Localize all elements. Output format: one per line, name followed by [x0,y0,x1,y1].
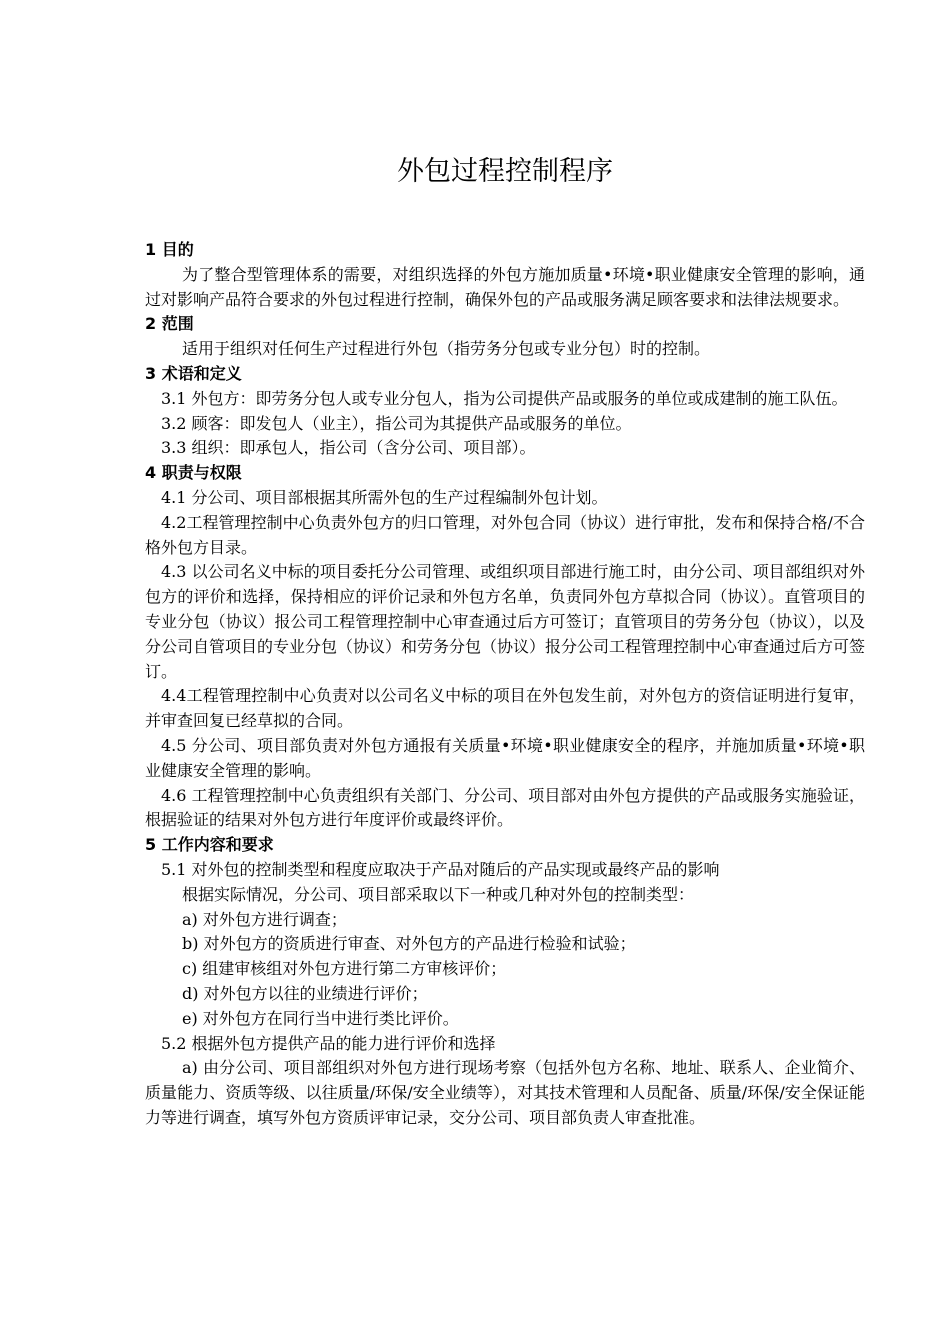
list-item-d: d) 对外包方以往的业绩进行评价； [182,983,428,1003]
responsibility-4-1: 4.1 分公司、项目部根据其所需外包的生产过程编制外包计划。 [161,487,608,507]
section-heading-work-content: 5 工作内容和要求 [145,835,274,855]
document-title: 外包过程控制程序 [397,156,613,187]
section-heading-scope: 2 范围 [145,314,194,334]
term-3-1: 3.1 外包方：即劳务分包人或专业分包人，指为公司提供产品或服务的单位或成建制的施工队伍。 [161,388,848,408]
work-5-2: 5.2 根据外包方提供产品的能力进行评价和选择 [161,1033,496,1053]
responsibility-4-5: 4.5 分公司、项目部负责对外包方通报有关质量•环境•职业健康安全的程序，并施加质量•环境•职业健康安全管理的影响。 [145,735,865,780]
scope-paragraph: 适用于组织对任何生产过程进行外包（指劳务分包或专业分包）时的控制。 [182,339,711,359]
section-heading-terms: 3 术语和定义 [145,363,242,383]
list-item-a: a) 对外包方进行调查； [182,909,347,929]
term-3-3: 3.3 组织：即承包人，指公司（含分公司、项目部）。 [161,438,536,458]
work-5-1-intro: 根据实际情况，分公司、项目部采取以下一种或几种对外包的控制类型： [182,884,695,904]
document-body [145,238,865,1131]
work-5-2-a: a) 由分公司、项目部组织对外包方进行现场考察（包括外包方名称、地址、联系人、企业简介、质量能力、资质等级、以往质量/环保/安全业绩等），对其技术管理和人员配备、质量/环保/安全保证能力等进行调查，填写外包方资质评审记录，交分公司、项目部负责人审查批准。 [145,1058,865,1127]
list-item-e: e) 对外包方在同行当中进行类比评价。 [182,1008,459,1028]
responsibility-4-4: 4.4工程管理控制中心负责对以公司名义中标的项目在外包发生前，对外包方的资信证明进行复审，并审查回复已经草拟的合同。 [145,686,865,731]
section-heading-purpose: 1 目的 [145,240,194,259]
work-5-1: 5.1 对外包的控制类型和程度应取决于产品对随后的产品实现或最终产品的影响 [161,859,720,879]
section-heading-responsibilities: 4 职责与权限 [145,463,242,483]
responsibility-4-2: 4.2工程管理控制中心负责外包方的归口管理，对外包合同（协议）进行审批，发布和保持合格/不合格外包方目录。 [145,512,865,557]
responsibility-4-6: 4.6 工程管理控制中心负责组织有关部门、分公司、项目部对由外包方提供的产品或服务实施验证，根据验证的结果对外包方进行年度评价或最终评价。 [145,785,865,830]
responsibility-4-3: 4.3 以公司名义中标的项目委托分公司管理、或组织项目部进行施工时，由分公司、项目部组织对外包方的评价和选择，保持相应的评价记录和外包方名单，负责同外包方草拟合同（协议）。直管项目的专业分包（协议）报公司工程管理控制中心审查通过后方可签订；直管项目的劳务分包（协议），以及分公司自管项目的专业分包（协议）和劳务分包（协议）报分公司工程管理控制中心审查通过后方可签订。 [145,562,866,681]
list-item-c: c) 组建审核组对外包方进行第二方审核评价； [182,959,507,979]
term-3-2: 3.2 顾客：即发包人（业主），指公司为其提供产品或服务的单位。 [161,413,632,433]
list-item-b: b) 对外包方的资质进行审查、对外包方的产品进行检验和试验； [182,934,636,954]
purpose-paragraph: 为了整合型管理体系的需要，对组织选择的外包方施加质量•环境•职业健康安全管理的影响，通过对影响产品符合要求的外包过程进行控制，确保外包的产品或服务满足顾客要求和法律法规要求。 [145,264,865,309]
